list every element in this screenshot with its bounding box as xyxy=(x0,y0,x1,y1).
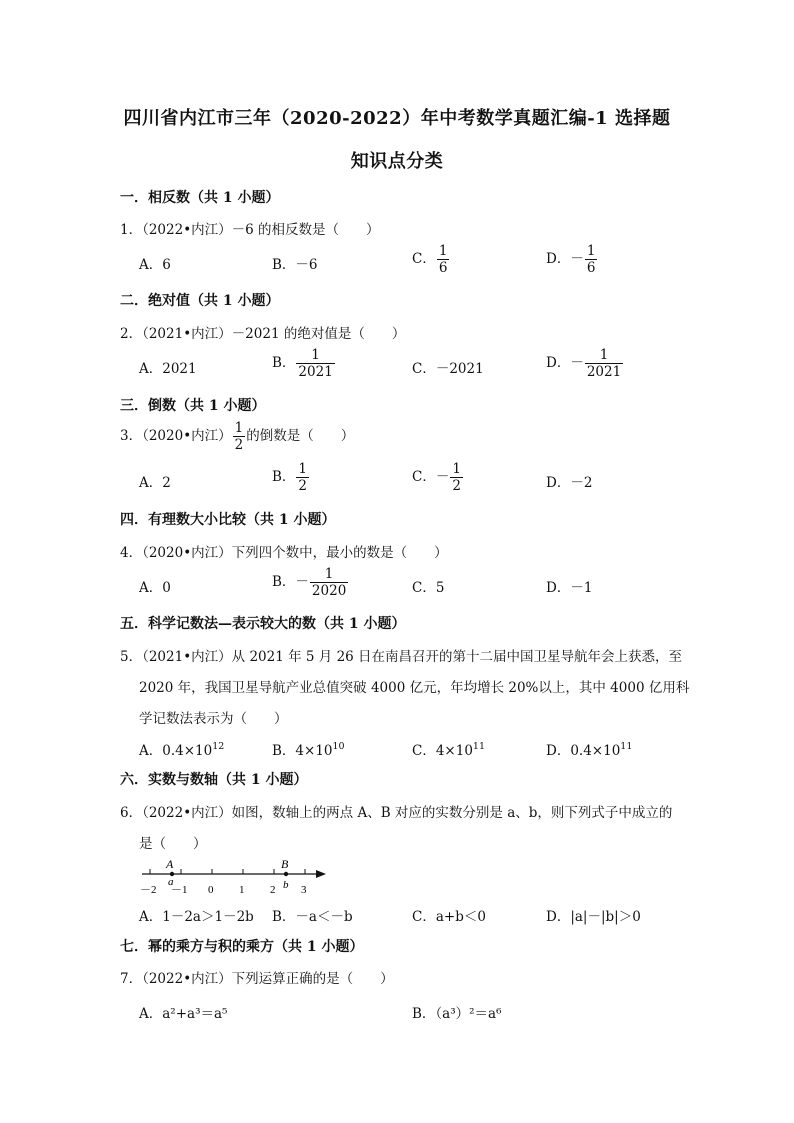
question-6 xyxy=(120,801,672,821)
tick-label: －2 xyxy=(140,884,157,896)
exponent: 10 xyxy=(332,741,345,752)
fraction xyxy=(233,421,246,452)
denominator: 2 xyxy=(452,478,461,495)
question-4 xyxy=(120,541,448,561)
question-1 xyxy=(120,218,380,238)
question-number: 1． xyxy=(120,222,143,238)
option-label: B．－ xyxy=(272,574,309,591)
value-a-label: a xyxy=(168,876,174,888)
option-d xyxy=(546,244,598,275)
option-c: C．－2021 xyxy=(412,361,484,377)
section-heading-5: 五．科学记数法—表示较大的数（共 1 小题） xyxy=(120,616,406,632)
fraction xyxy=(450,462,463,493)
tick-label: 2 xyxy=(270,884,276,896)
point-b-dot xyxy=(284,872,288,876)
option-b: B．（a³）²＝a⁶ xyxy=(412,1006,502,1022)
option-c: C．5 xyxy=(412,580,445,596)
fraction xyxy=(585,244,598,275)
section-heading-1: 一．相反数（共 1 小题） xyxy=(120,190,280,206)
option-label: B．4×10 xyxy=(272,743,333,759)
option-b: B．－6 xyxy=(272,257,318,273)
fraction xyxy=(585,348,623,379)
option-label: B． xyxy=(272,355,296,372)
tick-label: 0 xyxy=(208,884,214,896)
numerator: 1 xyxy=(599,347,609,363)
question-text: 的倒数是（ ） xyxy=(246,428,355,445)
exponent: 12 xyxy=(212,741,225,752)
question-7 xyxy=(120,967,394,987)
option-b xyxy=(272,348,336,379)
denominator: 6 xyxy=(438,260,448,277)
question-source: （2021•内江） xyxy=(142,326,232,342)
question-text: 从 2021 年 5 月 26 日在南昌召开的第十二届中国卫星导航年会上获悉，至 xyxy=(231,649,683,665)
option-label: D．0.4×10 xyxy=(546,743,621,759)
numerator: 1 xyxy=(324,566,334,582)
question-3 xyxy=(120,421,354,452)
fraction xyxy=(437,244,450,275)
question-text: 如图，数轴上的两点 A、B 对应的实数分别是 a、b，则下列式子中成立的 xyxy=(231,805,673,821)
option-a: A．a²+a³＝a⁵ xyxy=(139,1006,228,1022)
exponent: 11 xyxy=(472,741,486,752)
option-c xyxy=(412,244,450,275)
option-a: A．6 xyxy=(139,257,171,273)
section-heading-4: 四．有理数大小比较（共 1 小题） xyxy=(120,512,336,528)
denominator: 6 xyxy=(586,260,596,277)
question-source: （2022•内江） xyxy=(142,222,232,238)
question-text: －6 的相反数是（ ） xyxy=(231,222,380,238)
question-text: 下列运算正确的是（ ） xyxy=(231,971,394,987)
numerator: 1 xyxy=(298,461,308,477)
tick-label: 1 xyxy=(239,884,245,896)
tick-label: 3 xyxy=(301,884,307,896)
option-b xyxy=(272,462,310,493)
option-a: A．1－2a＞1－2b xyxy=(139,909,254,925)
numerator: 1 xyxy=(438,243,448,259)
section-heading-3: 三．倒数（共 1 小题） xyxy=(120,398,266,414)
option-a: A．2021 xyxy=(139,361,197,377)
point-a-label: A xyxy=(166,858,174,871)
option-d: D．－1 xyxy=(546,580,593,596)
question-2 xyxy=(120,322,405,342)
question-number: 2． xyxy=(120,326,143,342)
exponent: 11 xyxy=(620,741,633,752)
denominator: 2021 xyxy=(586,364,622,381)
point-b-label: B xyxy=(281,858,289,871)
option-label: A．0.4×10 xyxy=(139,743,213,759)
denominator: 2020 xyxy=(311,583,347,600)
question-text: 下列四个数中，最小的数是（ ） xyxy=(231,545,448,561)
number-line-figure xyxy=(136,858,336,898)
numerator: 1 xyxy=(452,461,461,477)
denominator: 2 xyxy=(298,478,308,495)
fraction xyxy=(296,462,309,493)
option-d: D．－2 xyxy=(546,475,593,491)
question-number: 6． xyxy=(120,805,143,821)
document-title-line1: 四川省内江市三年（2020-2022）年中考数学真题汇编-1 选择题 xyxy=(123,108,671,129)
denominator: 2021 xyxy=(298,364,333,381)
question-6-line-2: 是（ ） xyxy=(139,836,207,852)
option-label: D．－ xyxy=(546,251,584,268)
fraction xyxy=(296,348,334,379)
section-heading-7: 七．幂的乘方与积的乘方（共 1 小题） xyxy=(120,939,364,955)
denominator: 2 xyxy=(234,437,244,454)
option-a: A．0 xyxy=(139,580,171,596)
option-a: A．2 xyxy=(139,475,171,491)
value-b-label: b xyxy=(283,879,289,891)
document-title-line2: 知识点分类 xyxy=(350,151,444,172)
axis-arrow-icon xyxy=(316,870,326,878)
question-number: 4． xyxy=(120,545,143,561)
question-number: 5． xyxy=(120,649,143,665)
option-a xyxy=(139,739,224,759)
option-b xyxy=(272,567,349,598)
fraction xyxy=(310,567,348,598)
option-label: C．－ xyxy=(412,469,450,486)
question-source: （2020•内江） xyxy=(142,428,232,445)
question-5-line-2: 2020 年，我国卫星导航产业总值突破 4000 亿元，年均增长 20%以上，其中 4000 亿用科 xyxy=(139,680,690,696)
option-d xyxy=(546,348,624,379)
numerator: 1 xyxy=(311,347,320,363)
option-label: C．4×10 xyxy=(412,743,473,759)
question-text: －2021 的绝对值是（ ） xyxy=(231,326,406,342)
option-c: C．a+b＜0 xyxy=(412,909,486,925)
question-source: （2020•内江） xyxy=(142,545,232,561)
option-label: B． xyxy=(272,469,296,486)
question-5-line-3: 学记数法表示为（ ） xyxy=(139,711,288,727)
option-c xyxy=(412,462,464,493)
section-heading-2: 二．绝对值（共 1 小题） xyxy=(120,293,280,309)
option-label: C． xyxy=(412,251,436,268)
section-heading-6: 六．实数与数轴（共 1 小题） xyxy=(120,772,308,788)
question-5 xyxy=(120,645,682,665)
numerator: 1 xyxy=(586,243,596,259)
numerator: 1 xyxy=(234,420,244,436)
question-number: 7． xyxy=(120,971,143,987)
question-source: （2022•内江） xyxy=(142,971,232,987)
question-number: 3． xyxy=(120,428,143,445)
option-c xyxy=(412,739,485,759)
tick-label: －1 xyxy=(171,884,188,896)
option-b: B．－a＜－b xyxy=(272,909,353,925)
option-d: D．|a|－|b|＞0 xyxy=(546,909,641,925)
question-source: （2022•内江） xyxy=(142,805,232,821)
question-source: （2021•内江） xyxy=(142,649,232,665)
option-b xyxy=(272,739,345,759)
option-label: D．－ xyxy=(546,355,584,372)
option-d xyxy=(546,739,632,759)
